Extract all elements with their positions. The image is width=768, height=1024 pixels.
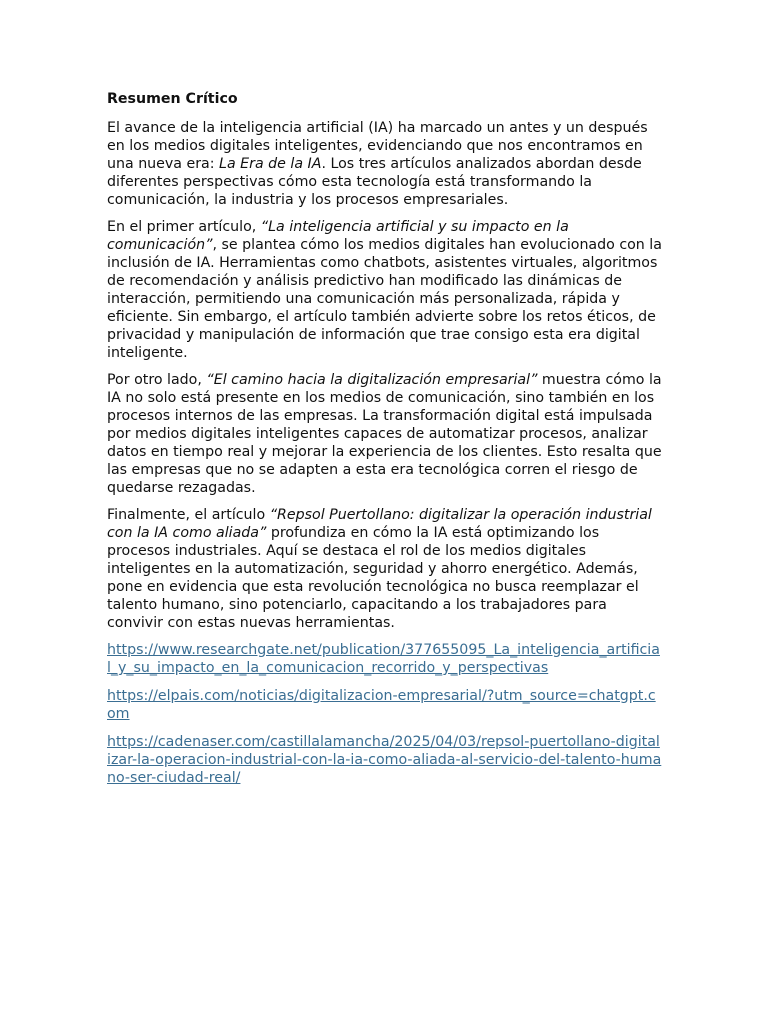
reference-links — [107, 641, 663, 787]
paragraph-emphasis: “El camino hacia la digitalización empresarial” — [206, 372, 538, 388]
paragraph-text: muestra cómo la IA no solo está presente en los medios de comunicación, sino también en los procesos internos de las empresas. La transformación digital está impulsada por medios digitales inteligentes capaces de automatizar procesos, analizar datos en tiempo real y mejorar la experiencia de los clientes. Esto resalta que las empresas que no se adapten a esta era tecnológica corren el riesgo de quedarse rezagadas. — [107, 372, 662, 496]
paragraph-first-article — [107, 218, 663, 362]
document-title: Resumen Crítico — [107, 91, 238, 107]
paragraph-text: . Los tres artículos analizados abordan desde diferentes perspectivas cómo esta tecnología está transformando la comunicación, la industria y los procesos empresariales. — [107, 156, 642, 208]
reference-item — [107, 687, 663, 723]
paragraph-emphasis: La Era de la IA — [219, 156, 322, 172]
paragraph-text: , se plantea cómo los medios digitales han evolucionado con la inclusión de IA. Herramientas como chatbots, asistentes virtuales, algoritmos de recomendación y análisis predictivo han modificado las dinámicas de interacción, permitiendo una comunicación más personalizada, rápida y eficiente. Sin embargo, el artículo también advierte sobre los retos éticos, de privacidad y manipulación de información que trae consigo esta era digital inteligente. — [107, 237, 662, 361]
link-cadenaser[interactable]: https://cadenaser.com/castillalamancha/2025/04/03/repsol-puertollano-digitalizar-la-operacion-industrial-con-la-ia-como-aliada-al-servicio-del-talento-humano-ser-ciudad-real/ — [107, 734, 662, 786]
paragraph-text: profundiza en cómo la IA está optimizando los procesos industriales. Aquí se destaca el rol de los medios digitales inteligentes en la automatización, seguridad y ahorro energético. Además, pone en evidencia que esta revolución tecnológica no busca reemplazar el talento humano, sino potenciarlo, capacitando a los trabajadores para convivir con estas nuevas herramientas. — [107, 525, 639, 631]
paragraph-third-article — [107, 506, 663, 632]
paragraph-emphasis: “Repsol Puertollano: digitalizar la operación industrial con la IA como aliada” — [107, 507, 652, 541]
link-researchgate[interactable]: https://www.researchgate.net/publication/377655095_La_inteligencia_artificial_y_su_impacto_en_la_comunicacion_recorrido_y_perspectivas — [107, 642, 660, 676]
paragraph-text: Por otro lado, — [107, 372, 207, 388]
link-elpais[interactable]: https://elpais.com/noticias/digitalizacion-empresarial/?utm_source=chatgpt.com — [107, 688, 656, 722]
paragraph-text: Finalmente, el artículo — [107, 507, 270, 523]
document-page — [107, 89, 663, 797]
paragraph-text: En el primer artículo, — [107, 219, 261, 235]
reference-item — [107, 641, 663, 677]
paragraph-second-article — [107, 371, 663, 497]
paragraph-intro — [107, 119, 663, 209]
paragraph-text: El avance de la inteligencia artificial (IA) ha marcado un antes y un después en los medios digitales inteligentes, evidenciando que nos encontramos en una nueva era: — [107, 120, 648, 172]
paragraph-emphasis: “La inteligencia artificial y su impacto en la comunicación” — [107, 219, 569, 253]
reference-item — [107, 733, 663, 787]
